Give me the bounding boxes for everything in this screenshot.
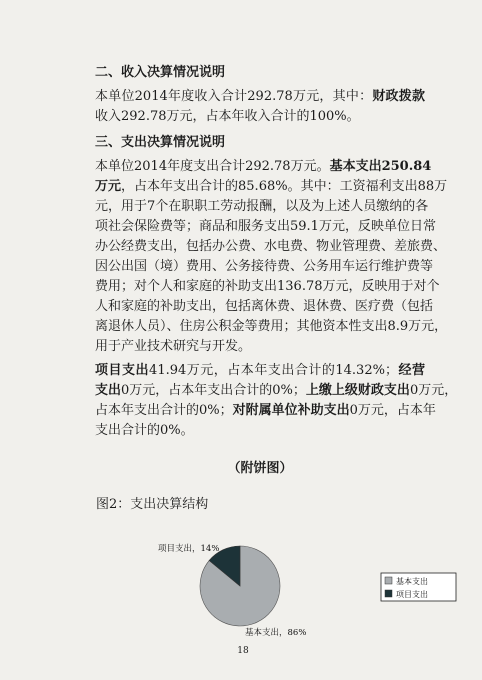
operating-expense-bold: 支出	[95, 383, 122, 398]
pie-legend	[381, 573, 456, 601]
expense-text: ，占本年支出合计的85.68%。其中：工资福利支出88万	[121, 179, 448, 194]
basic-expense-unit-bold: 万元	[95, 179, 122, 194]
upper-finance-bold: 上缴上级财政支出	[305, 383, 410, 398]
figure-caption: 图2：支出决算结构	[96, 497, 209, 512]
project-expense-bold: 项目支出	[95, 363, 150, 378]
project-text: 41.94万元，占本年支出合计的14.32%；	[149, 363, 398, 378]
project-text: 0万元，	[409, 383, 458, 398]
expense-line-6: 因公出国（境）费用、公务接待费、公务用车运行维护费等	[95, 259, 434, 274]
project-text: 0万元，占本年支出合计的0%；	[121, 383, 306, 398]
expense-line-3: 元，用于7个在职职工劳动报酬，以及为上述人员缴纳的各	[95, 199, 429, 214]
subsidiary-subsidy-bold: 对附属单位补助支出	[232, 403, 350, 418]
income-paragraph-line-2: 收入292.78万元，占本年收入合计的100%。	[95, 109, 360, 124]
basic-expense-bold: 基本支出250.84	[329, 159, 432, 174]
expense-line-4: 项社会保险费等；商品和服务支出59.1万元，反映单位日常	[95, 219, 436, 234]
legend-label-basic: 基本支出	[396, 577, 428, 586]
page-number: 18	[237, 646, 249, 656]
income-heading: 二、收入决算情况说明	[95, 65, 226, 80]
expense-line-9: 离退休人员）、住房公积金等费用；其他资本性支出8.9万元，	[95, 319, 448, 334]
legend-swatch-project	[385, 590, 392, 597]
expense-line-10: 用于产业技术研究与开发。	[95, 339, 252, 354]
legend-swatch-basic	[385, 577, 392, 584]
attachment-title: （附饼图）	[227, 461, 293, 476]
pie-label-project: 项目支出，14%	[158, 544, 220, 554]
expense-line-8: 人和家庭的补助支出，包括离休费、退休费、医疗费（包括	[95, 299, 434, 314]
project-line-4: 支出合计的0%。	[95, 423, 194, 438]
pie-label-basic: 基本支出，86%	[245, 628, 307, 638]
project-text: 0万元，占本年	[349, 403, 436, 418]
expense-text: 本单位2014年度支出合计292.78万元。	[95, 159, 330, 174]
income-text: 本单位2014年度收入合计292.78万元，其中：	[95, 89, 373, 104]
expense-heading: 三、支出决算情况说明	[95, 135, 226, 150]
project-text: 占本年支出合计的0%；	[95, 403, 233, 418]
income-bold-text: 财政拨款	[372, 89, 425, 104]
expense-line-7: 费用；对个人和家庭的补助支出136.78万元，反映用于对个	[95, 279, 440, 294]
expense-line-5: 办公经费支出，包括办公费、水电费、物业管理费、差旅费、	[95, 239, 447, 254]
operating-bold: 经营	[397, 363, 425, 378]
legend-label-project: 项目支出	[396, 590, 428, 599]
